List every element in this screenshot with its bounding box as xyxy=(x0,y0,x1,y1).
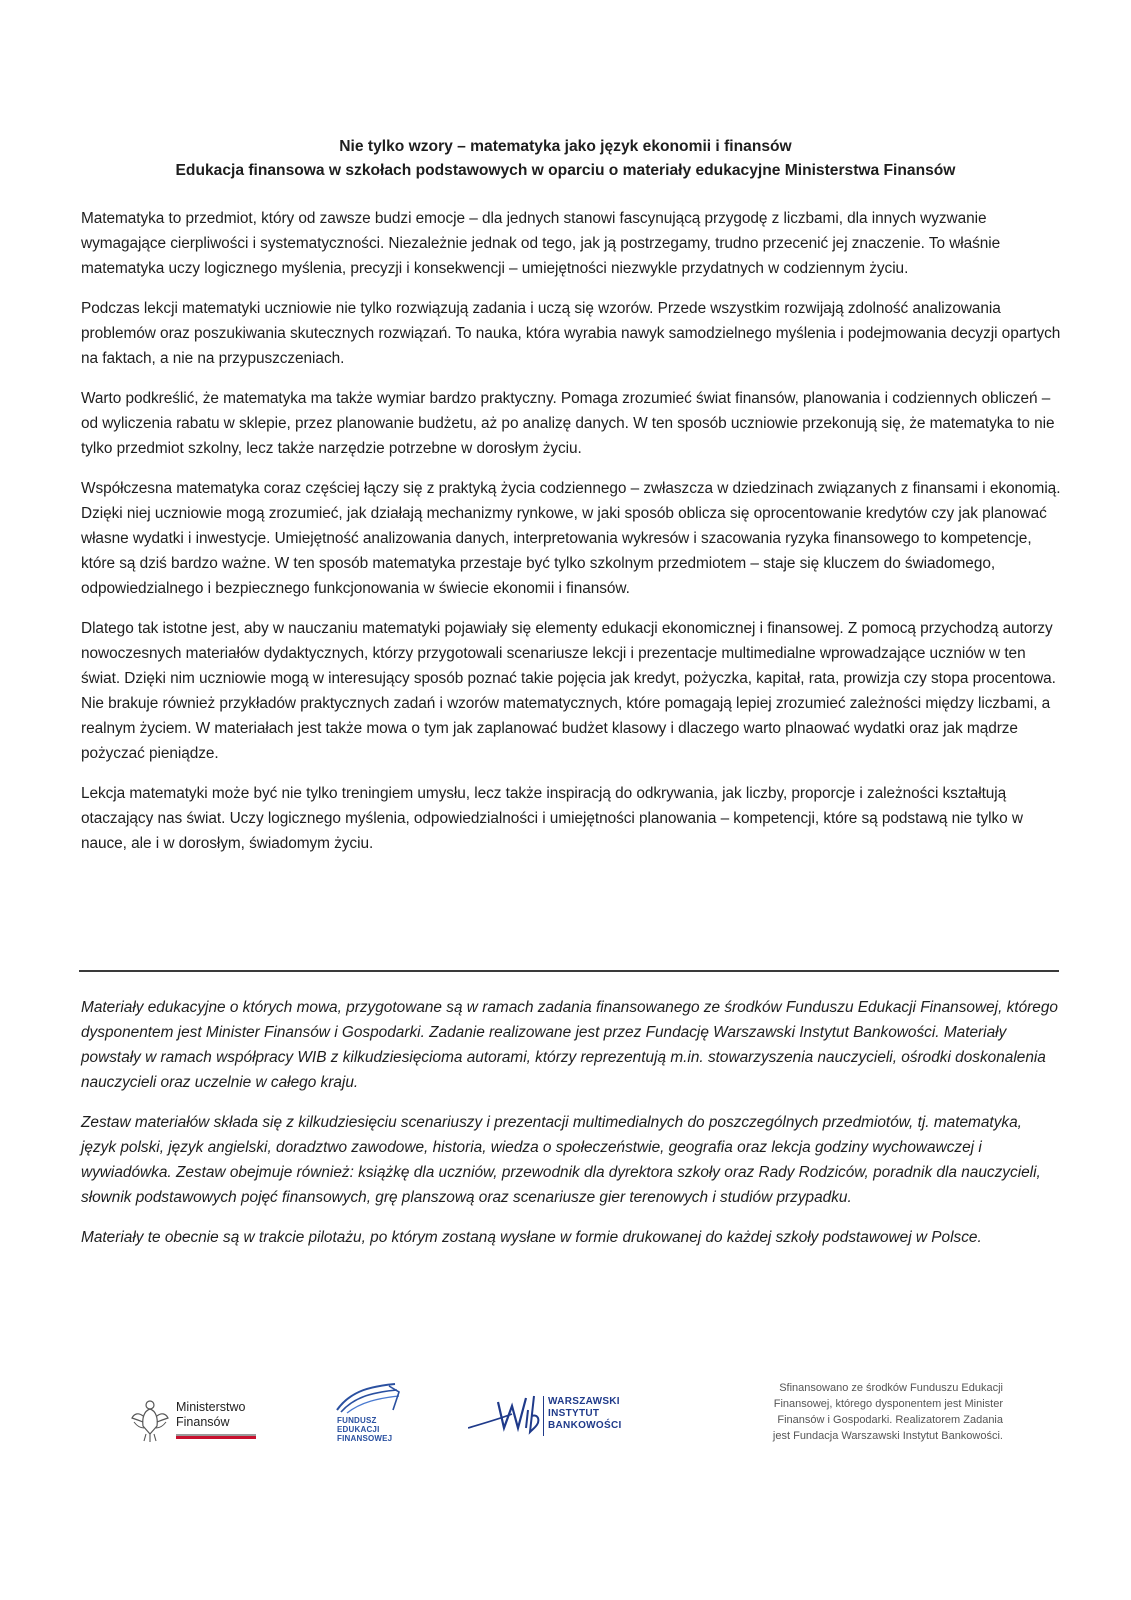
body-paragraph: Dlatego tak istotne jest, aby w nauczaniu matematyki pojawiały się elementy edukacji ekonomicznej i finansowej. Z pomocą przychodzą autorzy nowoczesnych materiałów dydaktycznych, którzy przygotowali scenariusze lekcji i prezentacje multimedialne wprowadzające uczniów w ten świat. Dzięki nim uczniowie mogą w interesujący sposób poznać takie pojęcia jak kredyt, pożyczka, kapitał, rata, prowizja czy stopa procentowa. Nie brakuje również przykładów praktycznych zadań i wzorów matematycznych, które pomagają lepiej zrozumieć zależności między liczbami, a realnym życiem. W materiałach jest także mowa o tym jak zaplanować budżet klasowy i dlaczego warto plnaować wydatki oraz jak mądrze pożyczać pieniądze. xyxy=(81,620,1056,762)
funding-line: jest Fundacja Warszawski Instytut Bankowości. xyxy=(772,1430,1003,1442)
mf-wordmark: Ministerstwo Finansów xyxy=(176,1400,246,1429)
body-paragraph: Warto podkreślić, że matematyka ma także wymiar bardzo praktyczny. Pomaga zrozumieć świat finansów, planowania i codziennych obliczeń – od wyliczenia rabatu w sklepie, przez planowanie budżetu, aż po analizę danych. W ten sposób uczniowie przekonują się, że matematyka to nie tylko przedmiot szkolny, lecz także narzędzie potrzebne w dorosłym życiu. xyxy=(81,390,1055,457)
body-paragraph: Matematyka to przedmiot, który od zawsze budzi emocje – dla jednych stanowi fascynującą przygodę z liczbami, dla innych wyzwanie wymagające cierpliwości i systematyczności. Niezależnie jednak od tego, jak ją postrzegamy, trudno przecenić jej znaczenie. To właśnie matematyka uczy logicznego myślenia, precyzji i konsekwencji – umiejętności niezwykle przydatnych w codziennym życiu. xyxy=(81,210,1001,277)
notes-section xyxy=(81,995,1061,1265)
warszawski-instytut-bankowosci-logo xyxy=(468,1388,628,1448)
funding-note xyxy=(735,1380,1003,1444)
title-line-2: Edukacja finansowa w szkołach podstawowych w oparciu o materiały edukacyjne Ministerstwa Finansów xyxy=(175,162,956,179)
funding-line: Sfinansowano ze środków Funduszu Edukacji xyxy=(779,1382,1003,1394)
funding-line: Finansów i Gospodarki. Realizatorem Zadania xyxy=(777,1414,1003,1426)
body-paragraph: Podczas lekcji matematyki uczniowie nie tylko rozwiązują zadania i uczą się wzorów. Przede wszystkim rozwijają zdolność analizowania problemów oraz poszukiwania skutecznych rozwiązań. To nauka, która wyrabia nawyk samodzielnego myślenia i podejmowania decyzji opartych na faktach, a nie na przypuszczeniach. xyxy=(81,300,1061,367)
main-text xyxy=(81,206,1061,871)
section-divider xyxy=(79,970,1059,972)
body-paragraph: Lekcja matematyki może być nie tylko treningiem umysłu, lecz także inspiracją do odkrywania, jak liczby, proporcje i zależności kształtują otaczający nas świat. Uczy logicznego myślenia, odpowiedzialności i umiejętności planowania – kompetencji, które są podstawą nie tylko w nauce, ale i w dorosłym, świadomym życiu. xyxy=(81,785,1023,852)
note-paragraph: Materiały te obecnie są w trakcie pilotażu, po którym zostaną wysłane w formie drukowanej do każdej szkoły podstawowej w Polsce. xyxy=(81,1229,982,1246)
ministerstwo-finansow-logo xyxy=(130,1398,260,1444)
fundusz-edukacji-finansowej-logo xyxy=(333,1380,409,1450)
wave-icon xyxy=(333,1380,405,1414)
wib-wordmark: WARSZAWSKI INSTYTUT BANKOWOŚCI xyxy=(548,1396,622,1431)
funding-line: Finansowej, którego dysponentem jest Minister xyxy=(773,1398,1003,1410)
logo-footer xyxy=(0,1380,1131,1460)
wib-signature-icon xyxy=(468,1388,544,1444)
note-paragraph: Materiały edukacyjne o których mowa, przygotowane są w ramach zadania finansowanego ze środków Funduszu Edukacji Finansowej, którego dysponentem jest Minister Finansów i Gospodarki. Zadanie realizowane jest przez Fundację Warszawski Instytut Bankowości. Materiały powstały w ramach współpracy WIB z kilkudziesięcioma autorami, którzy reprezentują m.in. stowarzyszenia nauczycieli, ośrodki doskonalenia nauczycieli oraz uczelnie w całego kraju. xyxy=(81,999,1058,1091)
title-line-1: Nie tylko wzory – matematyka jako język ekonomii i finansów xyxy=(339,138,792,155)
eagle-emblem-icon xyxy=(130,1398,170,1444)
body-paragraph: Współczesna matematyka coraz częściej łączy się z praktyką życia codziennego – zwłaszcza w dziedzinach związanych z finansami i ekonomią. Dzięki niej uczniowie mogą zrozumieć, jak działają mechanizmy rynkowe, w jaki sposób oblicza się oprocentowanie kredytów czy jak planować własne wydatki i inwestycje. Umiejętność analizowania danych, interpretowania wykresów i szacowania ryzyka finansowego to kompetencje, które są dziś bardzo ważne. W ten sposób matematyka przestaje być tylko szkolnym przedmiotem – staje się kluczem do świadomego, odpowiedzialnego i bezpiecznego funkcjonowania w świecie ekonomii i finansów. xyxy=(81,480,1061,597)
flag-stripe xyxy=(176,1434,256,1439)
fe-wordmark: FUNDUSZ EDUKACJI FINANSOWEJ xyxy=(337,1416,393,1443)
document-title xyxy=(60,135,1071,183)
note-paragraph: Zestaw materiałów składa się z kilkudziesięciu scenariuszy i prezentacji multimedialnych do poszczególnych przedmiotów, tj. matematyka, język polski, język angielski, doradztwo zawodowe, historia, wiedza o społeczeństwie, geografia oraz lekcja godziny wychowawczej i wywiadówka. Zestaw obejmuje również: książkę dla uczniów, przewodnik dla dyrektora szkoły oraz Rady Rodziców, poradnik dla nauczycieli, słownik podstawowych pojęć finansowych, grę planszową oraz scenariusze gier terenowych i studiów przypadku. xyxy=(81,1114,1041,1206)
